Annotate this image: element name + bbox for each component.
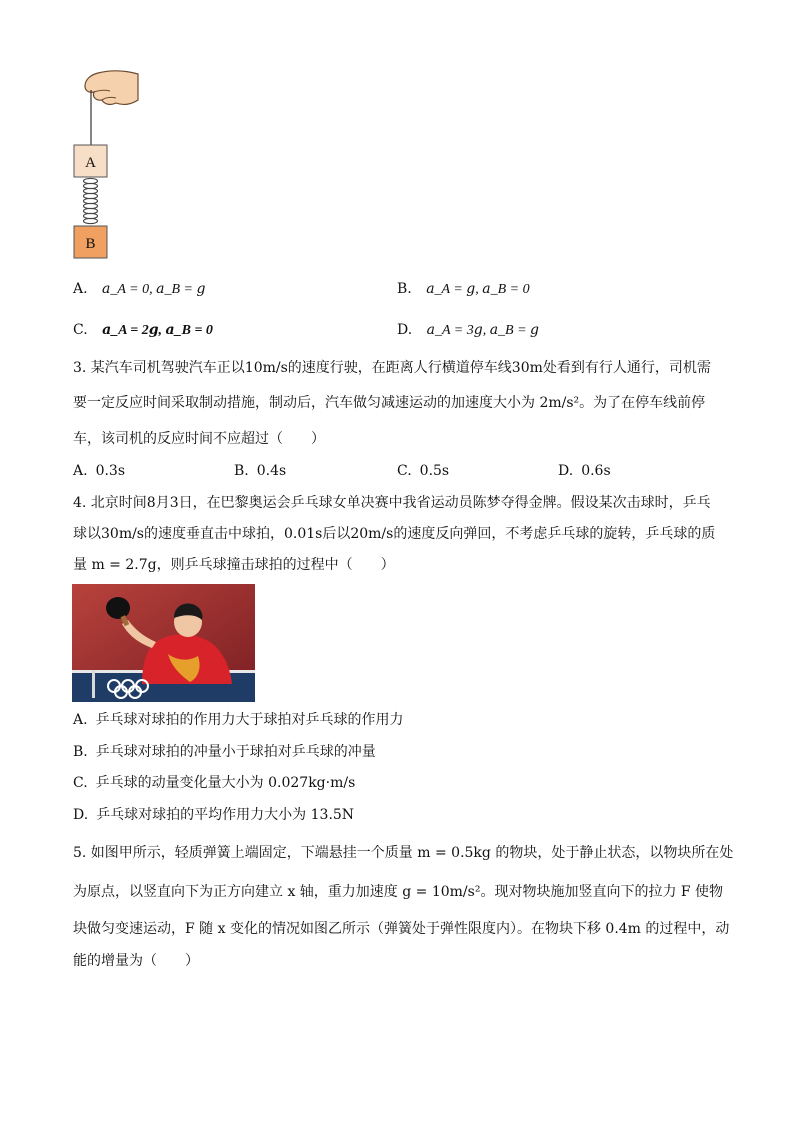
q3-option-d: D. 0.6s [558,463,611,479]
q5-line-3: 块做匀变速运动，F 随 x 变化的情况如图乙所示（弹簧处于弹性限度内）。在物块下移 0.4m 的过程中，动 [73,921,730,937]
block-a-label: A [85,155,96,171]
q4-line-2: 球以30m/s的速度垂直击中球拍，0.01s后以20m/s的速度反向弹回，不考虑乒乓球的旋转，乒乓球的质 [73,526,716,542]
q2-option-b-text: 𝑎_A = 𝑔, 𝑎_B = 0 [426,282,530,297]
spring [84,178,98,223]
q5-line-2: 为原点，以竖直向下为正方向建立 x 轴，重力加速度 g = 10m/s²。现对物块施加竖直向下的拉力 F 使物 [73,884,724,900]
q5-line-1: 5. 如图甲所示，轻质弹簧上端固定，下端悬挂一个质量 m = 0.5kg 的物块，处于静止状态，以物块所在处 [73,845,734,861]
q4-option-d: D. 乒乓球对球拍的平均作用力大小为 13.5N [73,807,355,823]
q5-line-4: 能的增量为（ ） [73,953,199,969]
q2-option-c-text: 𝒂_A = 2𝒈, 𝒂_B = 0 [102,323,213,338]
q2-option-b: B. 𝑎_A = 𝑔, 𝑎_B = 0 [397,281,530,297]
q3-line-3: 车，该司机的反应时间不应超过（ ） [73,431,325,447]
q2-option-c: C. 𝒂_A = 2𝒈, 𝒂_B = 0 [73,322,213,338]
q2-option-a: A. 𝑎_A = 0, 𝑎_B = 𝑔 [73,281,206,297]
q4-option-a: A. 乒乓球对球拍的作用力大于球拍对乒乓球的作用力 [73,712,404,728]
hand-spring-blocks-figure [70,66,150,266]
q3-option-a: A. 0.3s [73,463,126,479]
q3-line-2: 要一定反应时间采取制动措施，制动后，汽车做匀减速运动的加速度大小为 2m/s²。为了在停车线前停 [73,395,706,411]
q2-option-a-text: 𝑎_A = 0, 𝑎_B = 𝑔 [102,282,206,297]
q3-option-b: B. 0.4s [234,463,287,479]
q3-line-1: 3. 某汽车司机驾驶汽车正以10m/s的速度行驶，在距离人行横道停车线30m处看到有行人通行，司机需 [73,360,711,376]
q4-option-b: B. 乒乓球对球拍的冲量小于球拍对乒乓球的冲量 [73,744,376,760]
q2-option-d: D. 𝑎_A = 3𝑔, 𝑎_B = 𝑔 [397,322,540,338]
q2-option-d-text: 𝑎_A = 3𝑔, 𝑎_B = 𝑔 [426,323,540,338]
hand-icon [85,71,138,105]
q4-line-1: 4. 北京时间8月3日，在巴黎奥运会乒乓球女单决赛中我省运动员陈梦夺得金牌。假设某次击球时，乒乓 [73,495,711,511]
q4-option-c: C. 乒乓球的动量变化量大小为 0.027kg·m/s [73,775,356,791]
q4-line-3: 量 m = 2.7g，则乒乓球撞击球拍的过程中（ ） [73,557,395,573]
table-tennis-photo [72,584,255,702]
q3-option-c: C. 0.5s [397,463,450,479]
block-b-label: B [85,236,96,252]
